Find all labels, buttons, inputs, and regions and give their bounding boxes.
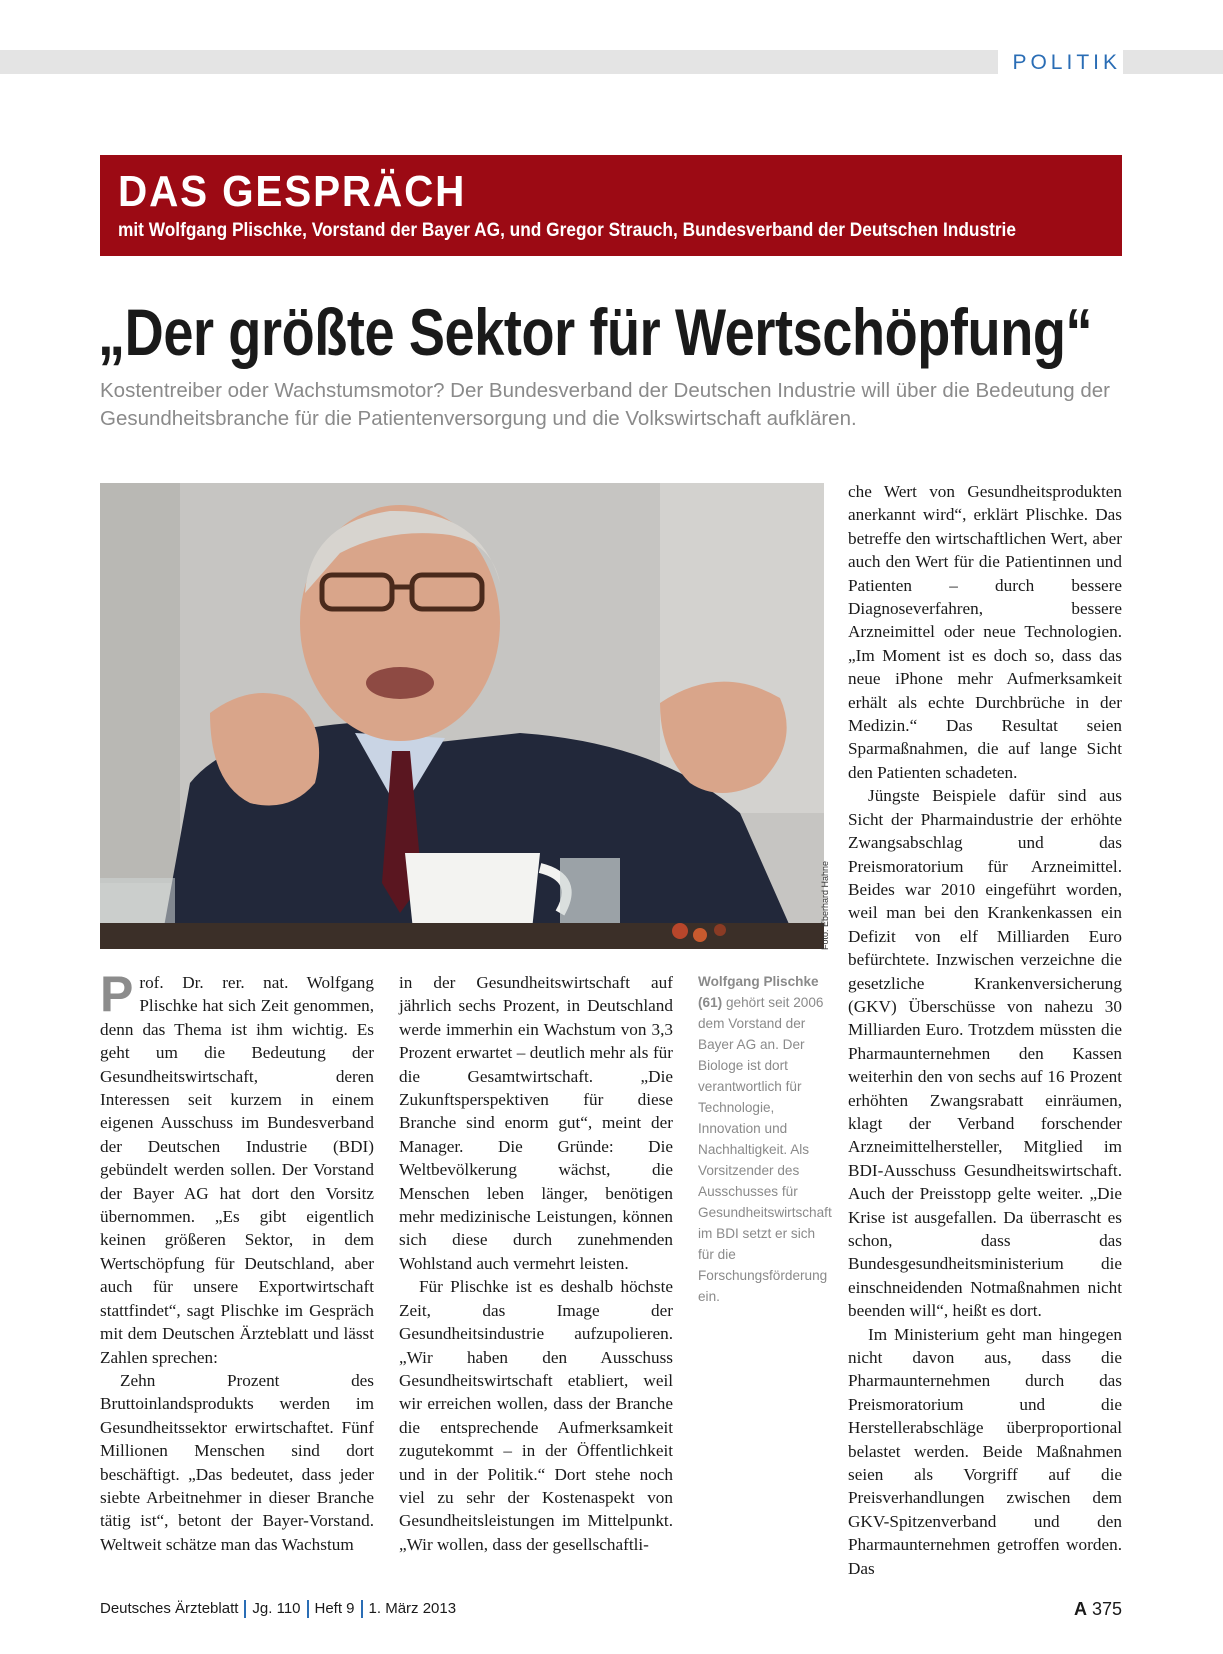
body-paragraph: Für Plischke ist es deshalb höchste Zeit, das Image der Gesundheitsindustrie aufzupolieren. „Wir haben den Ausschuss Gesundheitswirtschaft etabliert, weil wir erreichen wollen, dass der Branche die entsprechende Aufmerksamkeit zugutekommt – in der Öffentlichkeit und in der Politik.“ Dort stehe noch viel zu sehr der Kostenaspekt von Gesundheitsleistungen im Mittelpunkt. „Wir wollen, dass der gesellschaftli- (399, 1277, 673, 1554)
body-paragraph: Zehn Prozent des Bruttoinlandsprodukts werden im Gesundheitssektor erwirtschaftet. Fünf Millionen Menschen sind dort beschäftigt. „Das bedeutet, dass jeder siebte Arbeitnehmer in dieser Branche tätig ist“, betont der Bayer-Vorstand. Weltweit schätze man das Wachstum (100, 1370, 374, 1554)
article-lead: Kostentreiber oder Wachstumsmotor? Der Bundesverband der Deutschen Industrie will über die Bedeutung der Gesundheitsbranche für die Patientenversorgung und die Volkswirtschaft aufklären. (100, 379, 1110, 430)
body-paragraph (100, 966, 374, 1369)
footer-separator (361, 1600, 363, 1618)
article-column-2 (399, 971, 673, 1556)
body-text: rof. Dr. rer. nat. Wolfgang Plischke hat sich Zeit genommen, denn das Thema ist ihm wichtig. Es geht um die Bedeutung der Gesundheitswirtschaft, deren Interessen seit kurzem in einem eigenen Ausschuss im Bundesverband der Deutschen Industrie (BDI) gebündelt werden sollen. Der Vorstand der Bayer AG hat dort den Vorsitz übernommen. „Es gibt eigentlich keinen größeren Sektor, in dem Wertschöpfung für Deutschland, aber auch für unsere Exportwirtschaft stattfindet“, sagt Plischke im Gespräch mit dem Deutschen Ärzteblatt und lässt Zahlen sprechen: (100, 973, 374, 1367)
footer-date: 1. März 2013 (368, 1600, 457, 1617)
footer-citation (100, 1597, 1122, 1621)
portrait-illustration (100, 483, 824, 949)
drop-cap: P (100, 966, 134, 1022)
interview-banner (100, 155, 1122, 256)
footer-issue: Heft 9 (314, 1600, 355, 1617)
page-number-value: 375 (1091, 1599, 1122, 1619)
page-prefix: A (1073, 1599, 1087, 1619)
footer-separator (244, 1600, 246, 1618)
body-paragraph: Jüngste Beispiele dafür sind aus Sicht der Pharmaindustrie der erhöhte Zwangsabschlag und das Preismoratorium für Arzneimittel. Beides war 2010 eingeführt worden, weil man bei den Krankenkassen ein Defizit von elf Milliarden Euro befürchtete. Inzwischen verzeichne die gesetzliche Krankenversicherung (GKV) Überschüsse von nahezu 30 Milliarden Euro. Trotzdem müssten die Pharmaunternehmen den Kassen weiterhin den von sechs auf 16 Prozent erhöhten Zwangsrabatt einräumen, klagt der Verband forschender Arzneimittelhersteller, Mitglied im BDI-Ausschuss Gesundheitswirtschaft. Auch der Preisstopp gelte weiter. „Die Krise ist ausgefallen. Da überrascht es schon, dass das Bundesgesundheitsministerium die einschneidenden Notmaßnahmen nicht beenden will“, heißt es dort. (848, 786, 1122, 1321)
photo-credit: Foto: Eberhard Hahne (820, 860, 830, 950)
footer-separator (307, 1600, 309, 1618)
body-paragraph: che Wert von Gesundheitsprodukten anerkannt wird“, erklärt Plischke. Das betreffe den wirtschaftlichen Wert, aber auch den Wert für die Patientinnen und Patienten – durch bessere Diagnoseverfahren, bessere Arzneimittel oder neue Technologien. „Im Moment ist es doch so, dass das neue iPhone mehr Aufmerksamkeit erhält als echte Durchbrüche in der Medizin.“ Das Resultat seien Sparmaßnahmen, die auf lange Sicht den Patienten schadeten. (848, 482, 1122, 782)
article-column-1 (100, 966, 374, 1556)
page-footer (100, 1597, 1122, 1623)
section-label: POLITIK (998, 50, 1123, 74)
photo-caption (698, 971, 832, 1307)
footer-journal: Deutsches Ärzteblatt (100, 1600, 239, 1617)
body-paragraph: Im Ministerium geht man hingegen nicht davon aus, dass die Pharmaunternehmen durch das Preismoratorium und die Herstellerabschläge überproportional belastet werden. Beide Maßnahmen seien als Vorgriff auf die Preisverhandlungen zwischen dem GKV-Spitzenverband und den Pharmaunternehmen getroffen worden. Das (848, 1324, 1122, 1578)
caption-name: Wolfgang Plischke (61) (698, 974, 819, 1010)
footer-volume: Jg. 110 (252, 1600, 301, 1617)
banner-subtitle: mit Wolfgang Plischke, Vorstand der Bayer AG, und Gregor Strauch, Bundesverband der Deutschen Industrie (118, 220, 1016, 241)
body-paragraph: in der Gesundheitswirtschaft auf jährlich sechs Prozent, in Deutschland werde immerhin ein Wachstum von 3,3 Prozent erwartet – deutlich mehr als für die Gesamtwirtschaft. „Die Zukunftsperspektiven für diese Branche sind enorm gut“, meint der Manager. Die Gründe: Die Weltbevölkerung wächst, die Menschen leben länger, benötigen mehr medizinische Leistungen, können sich diese durch zunehmenden Wohlstand auch vermehrt leisten. (399, 973, 673, 1273)
banner-title: DAS GESPRÄCH (118, 167, 467, 216)
article-headline: „Der größte Sektor für Wertschöpfung“ (98, 295, 1093, 369)
article-column-3 (848, 480, 1122, 1580)
caption-text: gehört seit 2006 dem Vorstand der Bayer AG an. Der Biologe ist dort verantwortlich für Technologie, Innovation und Nachhaltigkeit. Als Vorsitzender des Ausschusses für Gesundheitswirtschaft im BDI setzt er sich für die Forschungsförderung ein. (698, 995, 832, 1304)
article-photo (100, 483, 824, 949)
section-header-bar (0, 50, 1223, 74)
page-number (1074, 1597, 1122, 1621)
